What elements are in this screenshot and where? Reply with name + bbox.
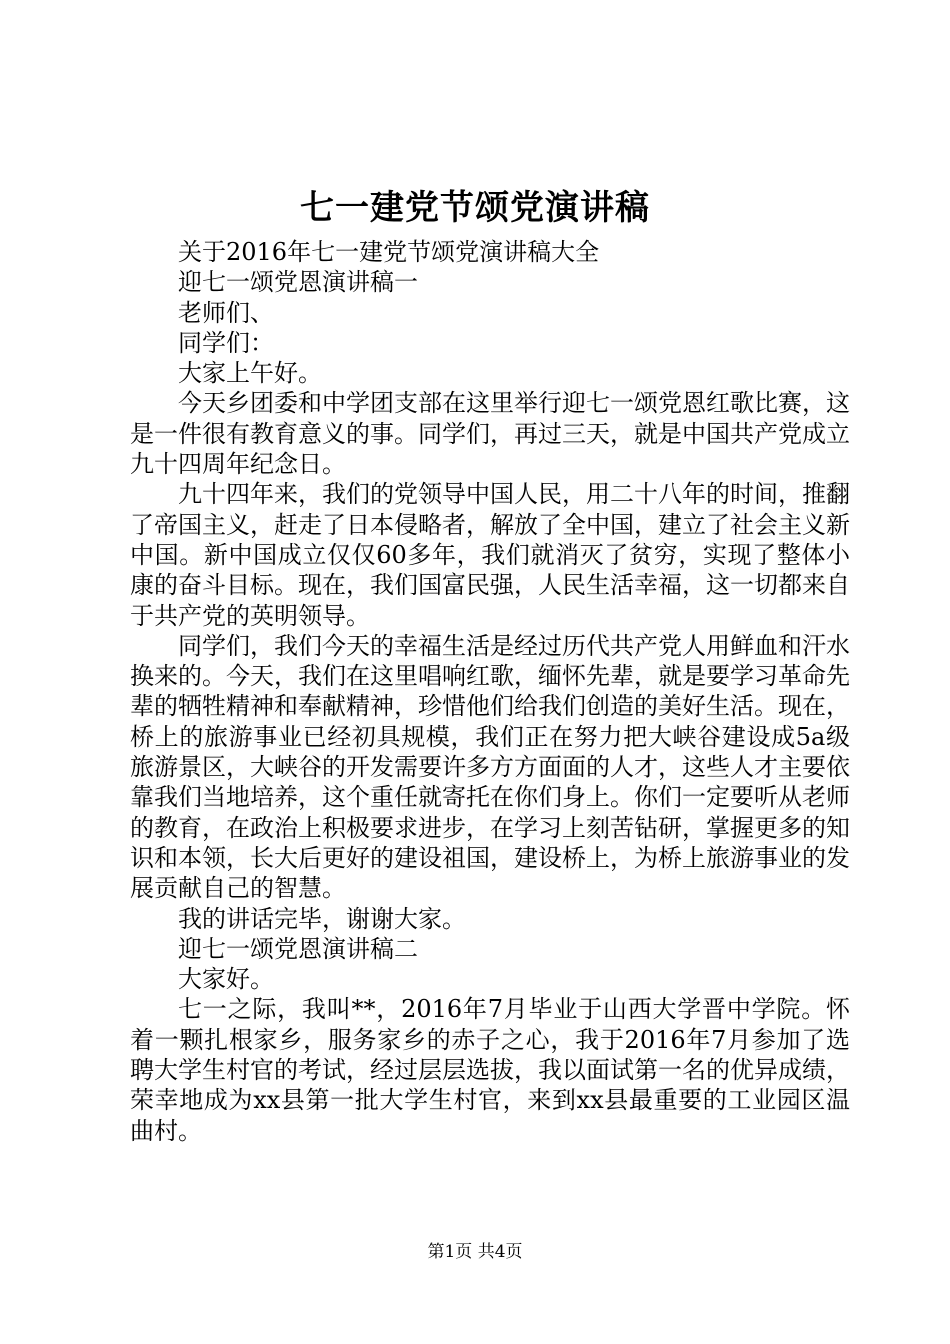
paragraph-subtitle-1: 迎七一颂党恩演讲稿一 — [178, 268, 418, 297]
document-body — [130, 237, 850, 1146]
paragraph-subtitle-2: 迎七一颂党恩演讲稿二 — [178, 934, 418, 963]
paragraph-body: 今天乡团委和中学团支部在这里举行迎七一颂党恩红歌比赛，这是一件很有教育意义的事。同学们，再过三天，就是中国共产党成立九十四周年纪念日。 — [130, 389, 850, 479]
page-number-footer: 第1页 共4页 — [427, 1242, 523, 1262]
paragraph-heading: 关于2016年七一建党节颂党演讲稿大全 — [178, 238, 600, 266]
document-title: 七一建党节颂党演讲稿 — [300, 188, 650, 228]
paragraph-greeting-students: 同学们： — [178, 328, 274, 357]
paragraph-body: 七一之际，我叫**，2016年7月毕业于山西大学晋中学院。怀着一颗扎根家乡，服务家乡的赤子之心，我于2016年7月参加了选聘大学生村官的考试，经过层层选拔，我以面试第一名的优异成绩，荣幸地成为xx县第一批大学生村官，来到xx县最重要的工业园区温曲村。 — [130, 995, 850, 1145]
paragraph-body: 同学们，我们今天的幸福生活是经过历代共产党人用鲜血和汗水换来的。今天，我们在这里唱响红歌，缅怀先辈，就是要学习革命先辈的牺牲精神和奉献精神，珍惜他们给我们创造的美好生活。现在，桥上的旅游事业已经初具规模，我们正在努力把大峡谷建设成5a级旅游景区，大峡谷的开发需要许多方方面面的人才，这些人才主要依靠我们当地培养，这个重任就寄托在你们身上。你们一定要听从老师的教育，在政治上积极要求进步，在学习上刻苦钻研，掌握更多的知识和本领，长大后更好的建设祖国，建设桥上，为桥上旅游事业的发展贡献自己的智慧。 — [130, 631, 850, 903]
paragraph-body: 九十四年来，我们的党领导中国人民，用二十八年的时间，推翻了帝国主义，赶走了日本侵略者，解放了全中国，建立了社会主义新中国。新中国成立仅仅60多年，我们就消灭了贫穷，实现了整体小康的奋斗目标。现在，我们国富民强，人民生活幸福，这一切都来自于共产党的英明领导。 — [130, 480, 850, 630]
paragraph-greeting-all: 大家好。 — [178, 965, 274, 994]
paragraph-greeting-teachers: 老师们、 — [178, 298, 274, 327]
paragraph-greeting-morning: 大家上午好。 — [178, 359, 322, 388]
paragraph-closing: 我的讲话完毕，谢谢大家。 — [178, 904, 466, 933]
